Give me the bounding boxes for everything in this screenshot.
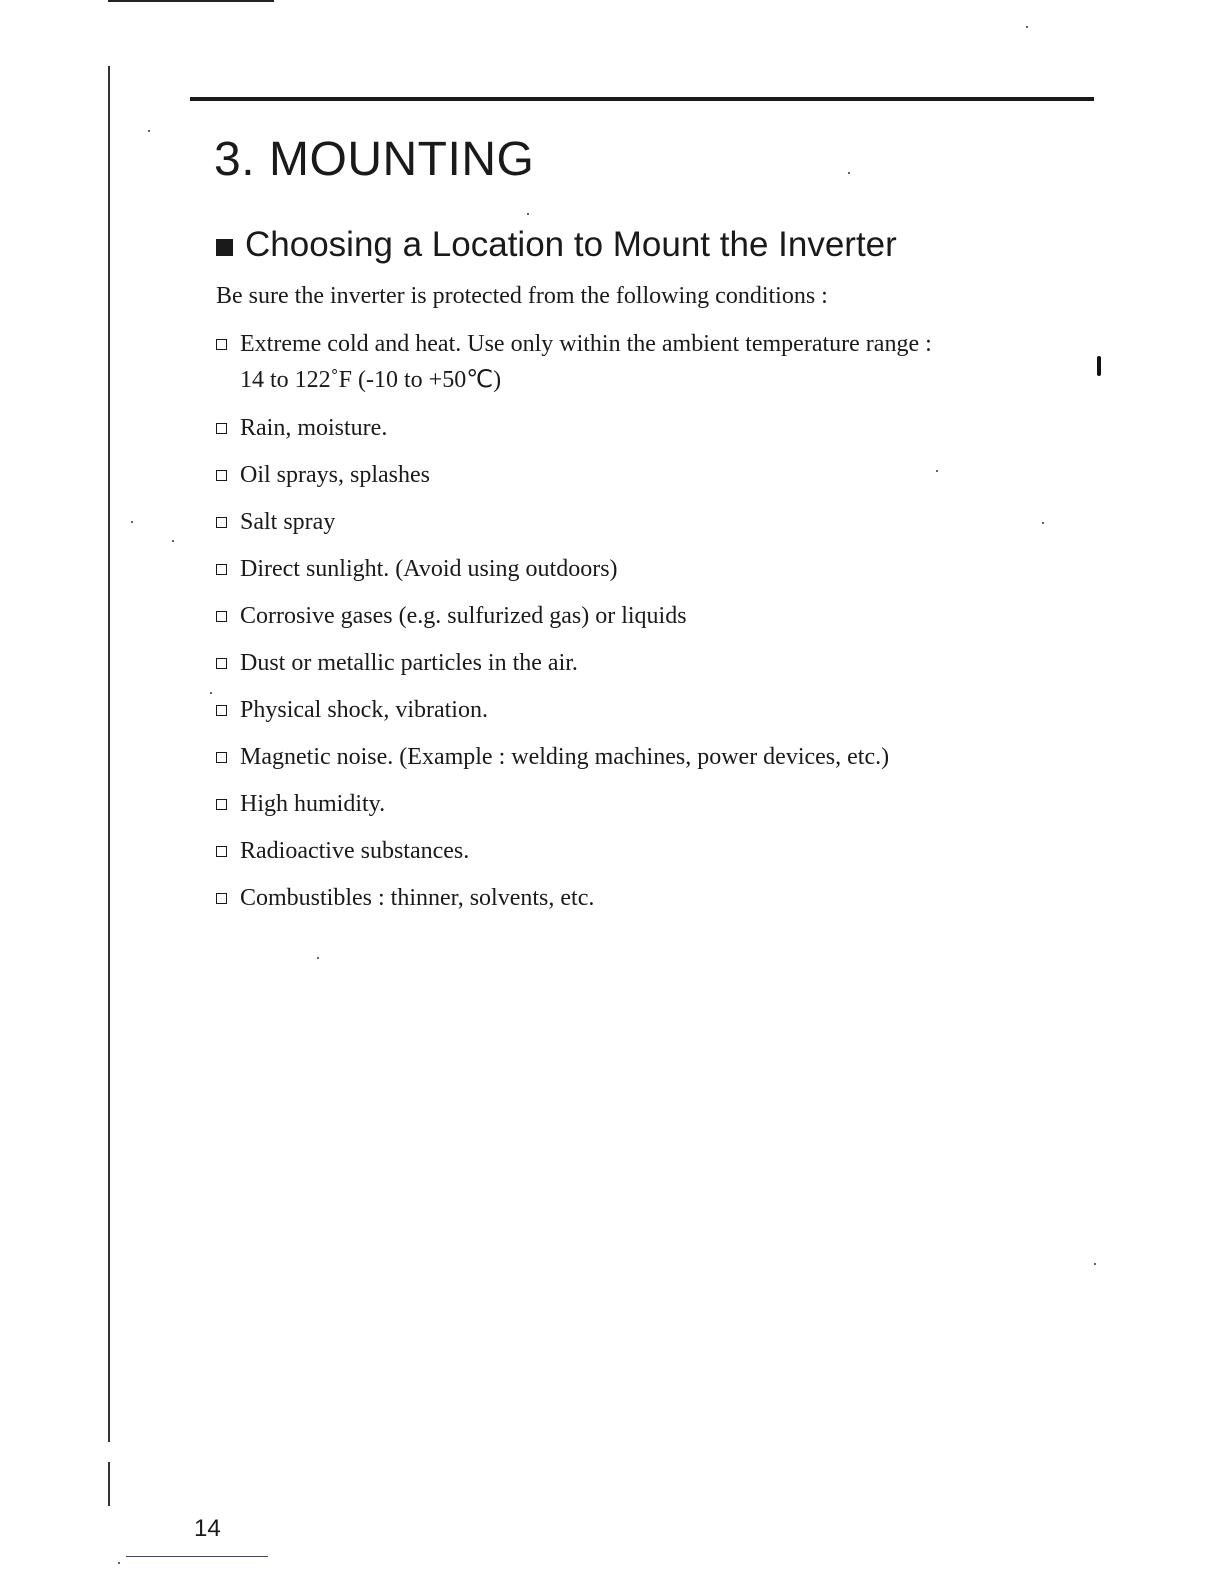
- scan-speck: [148, 130, 150, 132]
- scan-speck: [527, 213, 529, 215]
- condition-text: Dust or metallic particles in the air.: [240, 650, 578, 676]
- scan-speck: [1094, 1263, 1096, 1265]
- condition-text: High humidity.: [240, 791, 386, 817]
- condition-text: Corrosive gases (e.g. sulfurized gas) or liquids: [240, 603, 687, 629]
- condition-text: Salt spray: [240, 509, 336, 535]
- condition-text: Extreme cold and heat. Use only within the ambient temperature range :: [240, 331, 932, 357]
- checkbox-icon: [216, 423, 227, 434]
- scan-speck: [210, 692, 212, 694]
- condition-text: Radioactive substances.: [240, 838, 470, 864]
- condition-text: Magnetic noise. (Example : welding machines, power devices, etc.): [240, 744, 890, 770]
- scan-speck: [317, 957, 319, 959]
- condition-range-text: 14 to 122˚F (-10 to +50℃): [240, 367, 502, 393]
- checkbox-icon: [216, 893, 227, 904]
- list-item: [216, 598, 932, 645]
- page-number: 14: [194, 1515, 221, 1542]
- list-item: [216, 786, 932, 833]
- checkbox-icon: [216, 799, 227, 810]
- checkbox-icon: [216, 846, 227, 857]
- list-item: [216, 739, 932, 786]
- scan-edge-mark: [1097, 356, 1101, 376]
- section-heading: [216, 220, 897, 270]
- checkbox-icon: [216, 517, 227, 528]
- chapter-header-rule: [190, 97, 1094, 101]
- checkbox-icon: [216, 339, 227, 350]
- checkbox-icon: [216, 658, 227, 669]
- scan-speck: [172, 540, 174, 542]
- condition-text: Oil sprays, splashes: [240, 462, 430, 488]
- condition-text: Rain, moisture.: [240, 415, 388, 441]
- binding-margin-line-lower: [108, 1462, 110, 1506]
- scan-speck: [936, 470, 938, 472]
- list-item: [216, 551, 932, 598]
- list-item: [216, 504, 932, 551]
- list-item: [216, 692, 932, 739]
- conditions-list: [216, 326, 932, 927]
- list-item: [216, 410, 932, 457]
- binding-margin-line: [108, 66, 110, 1442]
- checkbox-icon: [216, 611, 227, 622]
- checkbox-icon: [216, 564, 227, 575]
- chapter-number: 3.: [214, 133, 256, 186]
- scan-speck: [1026, 26, 1028, 28]
- list-item: [216, 326, 932, 410]
- list-item: [216, 457, 932, 504]
- section-heading-text: Choosing a Location to Mount the Inverter: [245, 225, 897, 264]
- list-item: [216, 645, 932, 692]
- scan-speck: [131, 521, 133, 523]
- scan-speck: [848, 172, 850, 174]
- footer-rule: [126, 1556, 268, 1557]
- top-edge-rule: [108, 0, 274, 2]
- checkbox-icon: [216, 470, 227, 481]
- square-bullet-icon: [216, 239, 233, 256]
- condition-text: Physical shock, vibration.: [240, 697, 488, 723]
- checkbox-icon: [216, 705, 227, 716]
- chapter-title: [214, 128, 534, 192]
- chapter-title-text: MOUNTING: [269, 133, 535, 186]
- intro-text: Be sure the inverter is protected from the following conditions :: [216, 283, 828, 309]
- scan-speck: [118, 1562, 120, 1564]
- condition-text: Direct sunlight. (Avoid using outdoors): [240, 556, 618, 582]
- list-item: [216, 833, 932, 880]
- condition-text: Combustibles : thinner, solvents, etc.: [240, 885, 595, 911]
- scan-speck: [1042, 522, 1044, 524]
- list-item: [216, 880, 932, 927]
- checkbox-icon: [216, 752, 227, 763]
